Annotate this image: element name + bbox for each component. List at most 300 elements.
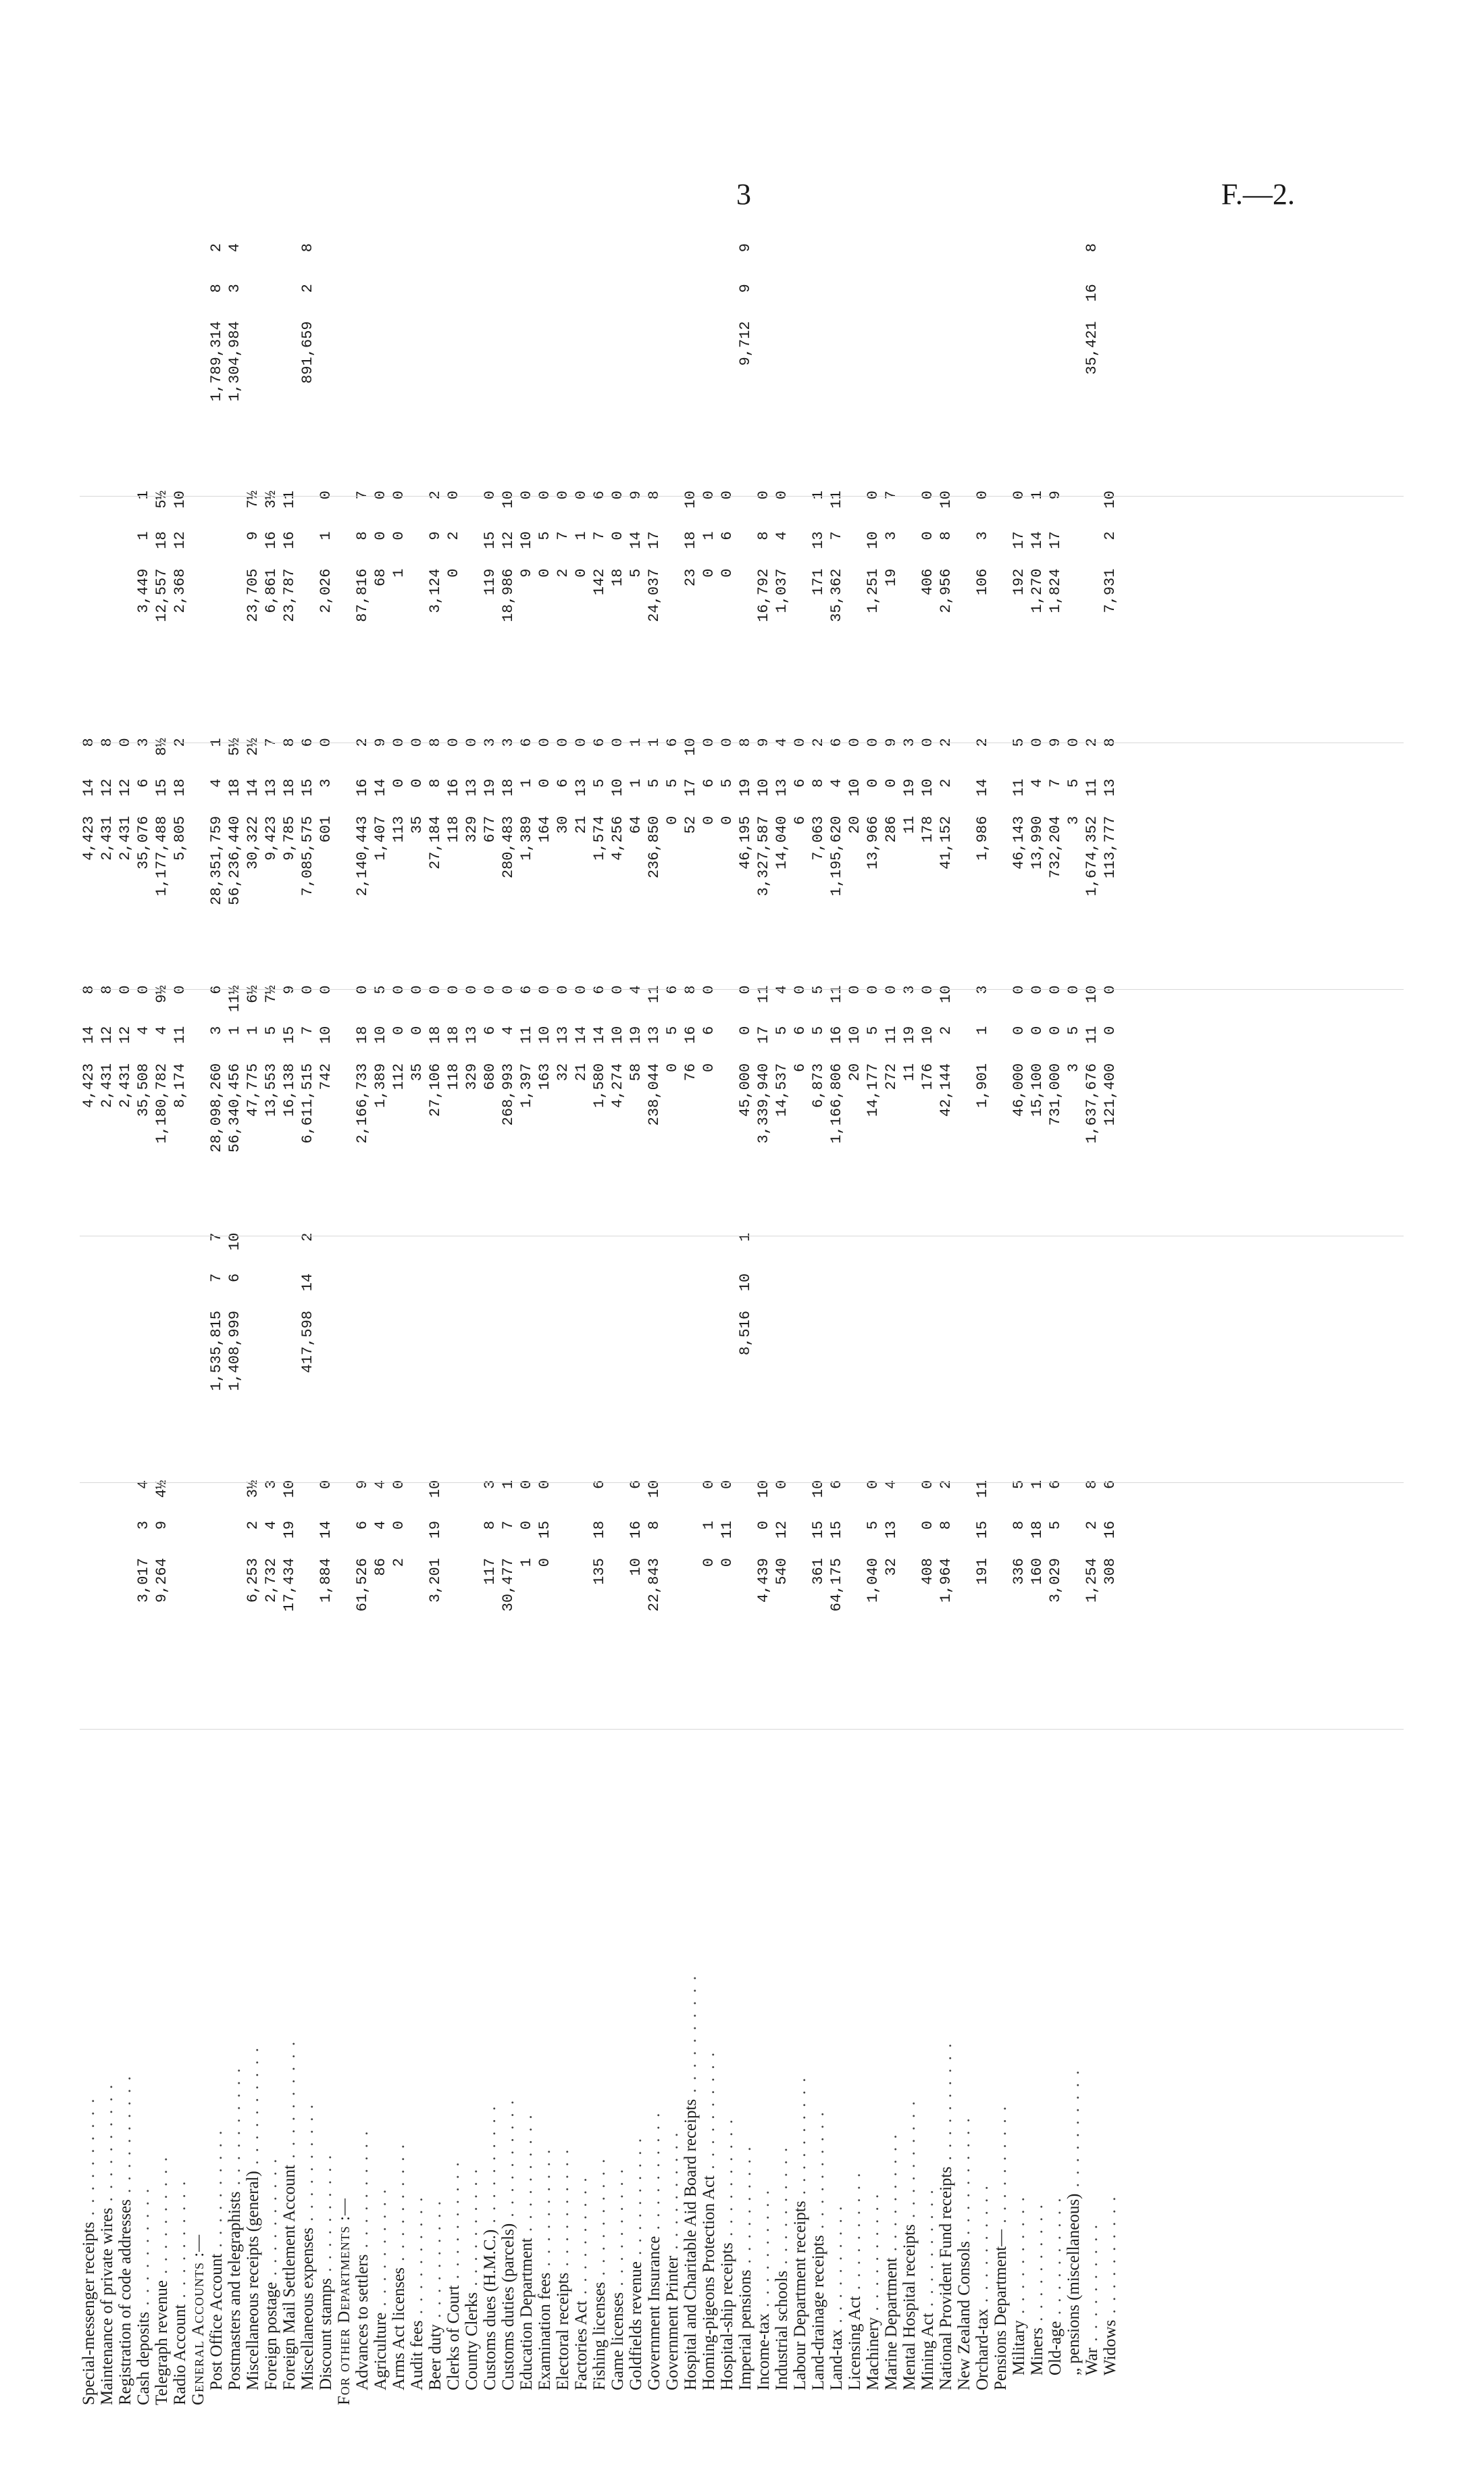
c5-shillings: 2	[445, 531, 462, 540]
c2-pence	[189, 1233, 207, 1274]
c1-pence: 4	[883, 1480, 900, 1489]
c4-pence: 5	[1010, 738, 1027, 747]
c1-pence: 3	[263, 1480, 280, 1489]
row-label: Foreign Mail Settlement Account	[280, 2165, 299, 2390]
c3-pence: 11	[828, 985, 845, 1003]
c1-shillings: 12	[773, 1520, 790, 1539]
c5-pence	[992, 490, 1010, 531]
c4-shillings	[992, 779, 1010, 816]
row-label: Miners	[1028, 2327, 1046, 2375]
c2-shillings	[481, 1274, 499, 1311]
c6-shillings: 8	[208, 284, 225, 293]
c6-pounds	[882, 321, 900, 490]
c6-pence	[80, 243, 98, 284]
c1-pence	[572, 1480, 590, 1521]
c4-pounds: 3,327,587	[755, 815, 772, 897]
c6-shillings	[1065, 284, 1083, 321]
c2-pounds: 1,535,815	[208, 1310, 225, 1391]
c3-shillings: 0	[1029, 1026, 1046, 1035]
c2-pence	[1101, 1233, 1119, 1274]
c2-shillings	[1083, 1274, 1101, 1311]
row-label: Post Office Account	[207, 2253, 226, 2390]
c6-pounds: 1,304,984	[226, 321, 243, 402]
c1-pence	[444, 1480, 463, 1521]
c2-pounds	[1101, 1311, 1119, 1480]
c6-shillings	[937, 284, 955, 321]
c2-pounds	[353, 1311, 372, 1480]
c2-pounds	[973, 1311, 992, 1480]
c4-pence: 1	[646, 738, 663, 747]
c2-shillings	[882, 1274, 900, 1311]
c4-pence: 2	[810, 738, 827, 747]
c6-shillings	[809, 284, 827, 321]
c1-pounds	[299, 1558, 317, 1728]
leader-dots: . . . . . . . . . .	[171, 2179, 189, 2305]
c1-pounds: 9,264	[153, 1558, 170, 1603]
c6-pounds	[754, 321, 773, 490]
c2-pence	[864, 1233, 882, 1274]
c6-shillings	[444, 284, 463, 321]
c4-pounds	[955, 816, 973, 986]
leader-dots: . . . . . . . . . .	[280, 2040, 299, 2165]
c1-pounds: 308	[1102, 1558, 1119, 1585]
c5-shillings	[900, 531, 919, 568]
c5-pence: 0	[536, 490, 553, 500]
row-label: Arms Act licenses	[390, 2267, 408, 2390]
c6-shillings	[262, 284, 280, 321]
c6-pounds	[536, 321, 554, 490]
c4-pence: 0	[792, 738, 809, 747]
c3-pounds	[335, 1063, 353, 1233]
row-label-cell	[554, 1728, 572, 2405]
c2-pence: 10	[226, 1232, 243, 1251]
c5-pence	[955, 490, 973, 531]
c5-pence: 1	[1029, 490, 1046, 500]
c4-shillings: 0	[390, 778, 407, 788]
ledger-row	[554, 243, 572, 2405]
c2-pence: 1	[737, 1232, 754, 1242]
c2-shillings	[773, 1274, 791, 1311]
c1-pence	[116, 1480, 134, 1521]
c2-shillings	[992, 1274, 1010, 1311]
ledger-row	[682, 243, 700, 2405]
c4-pounds: 677	[482, 815, 498, 843]
leader-dots: . . . . . . . . . .	[517, 2113, 536, 2238]
c4-pence: 2	[1083, 738, 1100, 747]
c3-pence: 0	[317, 985, 334, 995]
row-label-cell	[937, 1728, 955, 2405]
c5-pounds	[1065, 569, 1083, 738]
c4-pence: 0	[1065, 738, 1082, 747]
c1-shillings	[900, 1521, 919, 1558]
c3-pence: 3	[901, 985, 918, 995]
c4-shillings: 16	[354, 778, 371, 797]
c4-pence: 9	[883, 738, 900, 747]
leader-dots: . . . . . . . . . .	[955, 2116, 973, 2242]
c6-pence	[1065, 243, 1083, 284]
c1-pounds: 32	[883, 1558, 900, 1576]
c3-pounds: 11	[901, 1063, 918, 1082]
c2-pounds	[244, 1311, 262, 1480]
c4-shillings: 11	[1083, 778, 1100, 797]
c6-shillings	[645, 284, 663, 321]
c2-pence	[1046, 1233, 1065, 1274]
c2-pence	[955, 1233, 973, 1274]
ledger-row	[827, 243, 846, 2405]
c5-pounds	[408, 569, 426, 738]
c2-pounds	[718, 1311, 736, 1480]
c6-pounds	[189, 321, 207, 490]
c4-pence: 0	[536, 738, 553, 747]
c6-pounds	[846, 321, 864, 490]
c6-pence	[335, 243, 353, 284]
c4-pounds: 13,966	[865, 815, 881, 870]
c1-pence: 10	[810, 1480, 827, 1499]
c2-shillings	[1101, 1274, 1119, 1311]
c6-pence	[481, 243, 499, 284]
row-label-cell	[992, 1728, 1010, 2405]
c2-shillings	[517, 1274, 536, 1311]
column-rule	[80, 1729, 1404, 1730]
row-label: General Accounts :—	[189, 2234, 207, 2405]
c1-pounds: 1	[518, 1558, 535, 1567]
c6-shillings	[864, 284, 882, 321]
c6-pounds	[919, 321, 937, 490]
c4-pence: 0	[555, 738, 571, 747]
c3-pence: 0	[299, 985, 316, 995]
c4-pence: 8	[737, 738, 754, 747]
c4-pounds	[189, 816, 207, 986]
c2-pounds: 8,516	[737, 1310, 754, 1355]
c6-shillings	[499, 284, 517, 321]
c6-shillings	[955, 284, 973, 321]
c1-shillings: 1	[700, 1520, 717, 1530]
c5-shillings	[80, 531, 98, 568]
c3-shillings: 1	[226, 1026, 243, 1035]
c1-pounds: 361	[810, 1558, 827, 1585]
c3-shillings: 6	[792, 1026, 809, 1035]
c3-pence: 4	[628, 985, 644, 995]
c2-shillings	[645, 1274, 663, 1311]
c5-pence: 3½	[263, 490, 280, 509]
c3-shillings: 4	[153, 1026, 170, 1035]
c4-pounds: 30,322	[245, 815, 261, 870]
c3-pence: 0	[883, 985, 900, 995]
c5-shillings: 3	[883, 531, 900, 540]
c6-pence	[809, 243, 827, 284]
c1-shillings	[189, 1521, 207, 1558]
c1-shillings	[791, 1521, 809, 1558]
c5-shillings: 8	[354, 531, 371, 540]
c5-pence: 0	[609, 490, 626, 500]
c2-pounds	[827, 1311, 846, 1480]
c4-shillings: 19	[737, 778, 754, 797]
c2-pounds	[444, 1311, 463, 1480]
c2-shillings	[499, 1274, 517, 1311]
ledger-row	[718, 243, 736, 2405]
c5-pence	[736, 490, 754, 531]
c2-pounds	[791, 1311, 809, 1480]
c3-pounds: 268,993	[500, 1063, 517, 1126]
ledger-row	[372, 243, 390, 2405]
leader-dots: . . . . . . . . . .	[1046, 2196, 1065, 2321]
row-label: Beer duty	[426, 2324, 444, 2390]
c5-pounds: 0	[536, 568, 553, 578]
c5-pounds: 24,037	[646, 568, 663, 622]
row-label: Old-age	[1046, 2321, 1065, 2375]
c3-pence: 0	[846, 985, 863, 995]
c5-pounds	[846, 569, 864, 738]
ledger-row	[645, 243, 663, 2405]
c2-pence	[517, 1233, 536, 1274]
c5-shillings: 1	[135, 531, 152, 540]
c2-pence	[882, 1233, 900, 1274]
row-label-cell	[736, 1728, 754, 2405]
c1-shillings: 4	[372, 1520, 389, 1530]
c6-shillings	[353, 284, 372, 321]
c6-pence	[171, 243, 189, 284]
c6-shillings	[481, 284, 499, 321]
row-label: Fishing licenses	[590, 2282, 609, 2390]
c1-shillings: 9	[153, 1520, 170, 1530]
c2-shillings	[554, 1274, 572, 1311]
row-label-cell	[1065, 1728, 1083, 2405]
c3-pounds: 58	[628, 1063, 644, 1082]
c5-pounds: 1,037	[773, 568, 790, 613]
ledger-row	[189, 243, 207, 2405]
c2-pence	[171, 1233, 189, 1274]
c3-shillings: 0	[409, 1026, 426, 1035]
row-label-cell	[919, 1728, 937, 2405]
c5-shillings: 14	[628, 531, 644, 549]
c4-shillings: 10	[609, 778, 626, 797]
c5-pounds: 0	[573, 568, 590, 578]
c1-shillings: 3	[135, 1520, 152, 1530]
c5-pence: 7	[883, 490, 900, 500]
c3-pounds	[189, 1063, 207, 1233]
c2-pounds	[80, 1311, 98, 1480]
c1-pence	[98, 1480, 116, 1521]
c3-shillings: 5	[773, 1026, 790, 1035]
c4-pounds: 113	[390, 815, 407, 843]
c2-pounds	[627, 1311, 645, 1480]
c6-pence	[773, 243, 791, 284]
c4-pounds: 1,407	[372, 815, 389, 861]
c1-pounds	[663, 1558, 682, 1728]
c5-pounds: 192	[1010, 568, 1027, 596]
c5-pounds	[900, 569, 919, 738]
c3-pence	[955, 985, 973, 1026]
c6-shillings	[116, 284, 134, 321]
leader-dots: . . . . . . . . . .	[153, 2155, 171, 2281]
c3-shillings: 10	[372, 1026, 389, 1045]
c2-pounds	[882, 1311, 900, 1480]
ledger-row	[773, 243, 791, 2405]
c5-shillings: 0	[372, 531, 389, 540]
c5-shillings: 2	[1102, 531, 1119, 540]
ledger-row	[317, 243, 335, 2405]
c3-shillings: 7	[299, 1026, 316, 1035]
c3-shillings: 12	[117, 1026, 134, 1045]
c4-pence: 4	[773, 738, 790, 747]
c3-pence: 0	[117, 985, 134, 995]
c4-shillings: 5	[646, 778, 663, 788]
c4-shillings: 4	[208, 778, 225, 788]
c6-pounds	[517, 321, 536, 490]
c3-pounds: 35,508	[135, 1063, 152, 1117]
c2-pence	[645, 1233, 663, 1274]
c1-pounds: 0	[719, 1558, 736, 1567]
c6-pence: 2	[208, 243, 225, 253]
row-label-cell	[226, 1728, 244, 2405]
c2-pounds	[1028, 1311, 1046, 1480]
c4-shillings: 6	[700, 778, 717, 788]
ledger-row	[973, 243, 992, 2405]
c4-shillings: 0	[409, 778, 426, 788]
c3-pence: 0	[1029, 985, 1046, 995]
c5-pence: 11	[828, 490, 845, 509]
c4-shillings: 6	[135, 778, 152, 788]
c1-pounds: 1,964	[938, 1558, 954, 1603]
c5-shillings: 0	[390, 531, 407, 540]
c4-pounds	[992, 816, 1010, 986]
c4-shillings: 18	[172, 778, 188, 797]
c1-pounds	[335, 1558, 353, 1728]
c2-pence	[919, 1233, 937, 1274]
c3-pounds: 118	[445, 1063, 462, 1090]
ledger-row	[1065, 243, 1083, 2405]
ledger-row	[299, 243, 317, 2405]
c1-pence	[189, 1480, 207, 1521]
c2-pence	[408, 1233, 426, 1274]
leader-dots: . . . . . . . . . .	[754, 2188, 773, 2314]
c1-pounds: 1,040	[865, 1558, 881, 1603]
c3-pence: 6	[208, 985, 225, 995]
c4-pence: 3	[135, 738, 152, 747]
c3-pounds: 6,873	[810, 1063, 827, 1108]
row-label-cell	[663, 1728, 682, 2405]
c1-shillings: 15	[810, 1520, 827, 1539]
row-label: Government Printer	[663, 2255, 682, 2390]
c5-pounds: 7,931	[1102, 568, 1119, 613]
row-label: Game licenses	[609, 2292, 627, 2390]
c4-pence	[955, 738, 973, 778]
c6-pounds	[444, 321, 463, 490]
c4-shillings: 11	[1010, 778, 1027, 797]
c4-shillings: 13	[463, 778, 480, 797]
c2-pounds	[171, 1311, 189, 1480]
c5-shillings: 7	[591, 531, 608, 540]
c6-pounds	[682, 321, 700, 490]
c1-shillings	[299, 1521, 317, 1558]
c4-shillings: 16	[445, 778, 462, 797]
c2-pounds	[955, 1311, 973, 1480]
c2-pounds	[590, 1311, 609, 1480]
c4-pounds: 20	[846, 815, 863, 834]
c3-shillings: 19	[901, 1026, 918, 1045]
ledger-row	[992, 243, 1010, 2405]
c4-shillings: 19	[482, 778, 498, 797]
c3-pounds: 1,580	[591, 1063, 608, 1108]
ledger-row	[499, 243, 517, 2405]
c3-shillings: 6	[700, 1026, 717, 1035]
c4-pounds: 113,777	[1102, 815, 1119, 879]
c1-shillings: 19	[427, 1520, 444, 1539]
c1-pence	[299, 1480, 317, 1521]
c6-pounds	[317, 321, 335, 490]
c3-pence: 0	[737, 985, 754, 995]
c1-pence	[900, 1480, 919, 1521]
c6-pence	[919, 243, 937, 284]
ledger-row	[244, 243, 262, 2405]
c1-pence	[171, 1480, 189, 1521]
c6-pence: 8	[299, 243, 316, 253]
c3-pence: 6	[591, 985, 608, 995]
c1-shillings: 8	[1010, 1520, 1027, 1530]
c1-pounds	[444, 1558, 463, 1728]
c2-shillings	[754, 1274, 773, 1311]
c1-shillings: 13	[883, 1520, 900, 1539]
c6-shillings	[609, 284, 627, 321]
c2-pounds	[773, 1311, 791, 1480]
c3-shillings: 10	[609, 1026, 626, 1045]
c6-shillings	[973, 284, 992, 321]
c6-pounds	[1028, 321, 1046, 490]
leader-dots: . . . . . . . . . .	[1028, 2203, 1046, 2328]
c4-pence: 0	[865, 738, 881, 747]
c6-pounds	[244, 321, 262, 490]
c5-pence	[226, 490, 244, 531]
c2-shillings: 7	[208, 1273, 225, 1282]
c3-pence: 6½	[245, 985, 261, 1003]
c3-shillings: 1	[245, 1026, 261, 1035]
row-label-cell	[207, 1728, 226, 2405]
c6-shillings	[134, 284, 153, 321]
c6-shillings: 2	[299, 284, 316, 293]
c6-shillings	[463, 284, 481, 321]
c3-pence: 0	[390, 985, 407, 995]
c6-shillings	[1028, 284, 1046, 321]
c2-pounds	[517, 1311, 536, 1480]
c3-pounds: 1,397	[518, 1063, 535, 1108]
c5-shillings: 8	[755, 531, 772, 540]
ledger-row	[1046, 243, 1065, 2405]
c4-pence: 0	[573, 738, 590, 747]
c6-shillings	[773, 284, 791, 321]
c4-pounds: 178	[919, 815, 936, 843]
c2-shillings	[116, 1274, 134, 1311]
c3-pence: 0	[555, 985, 571, 995]
c5-pence	[207, 490, 226, 531]
c5-shillings	[408, 531, 426, 568]
c2-pounds	[98, 1311, 116, 1480]
c1-shillings	[846, 1521, 864, 1558]
row-label: Examination fees	[536, 2272, 554, 2390]
c5-pounds: 23,705	[245, 568, 261, 622]
c2-shillings	[663, 1274, 682, 1311]
ledger-row	[572, 243, 590, 2405]
c4-pence: 3	[901, 738, 918, 747]
c4-shillings: 14	[80, 778, 97, 797]
c4-pence: 2	[938, 738, 954, 747]
c6-pounds	[372, 321, 390, 490]
c1-pounds: 3,201	[427, 1558, 444, 1603]
c4-pounds: 1,177,488	[153, 815, 170, 897]
c1-shillings	[463, 1521, 481, 1558]
c4-pence: 1	[208, 738, 225, 747]
c3-pounds	[992, 1063, 1010, 1233]
c3-pounds: 28,098,260	[208, 1063, 225, 1153]
